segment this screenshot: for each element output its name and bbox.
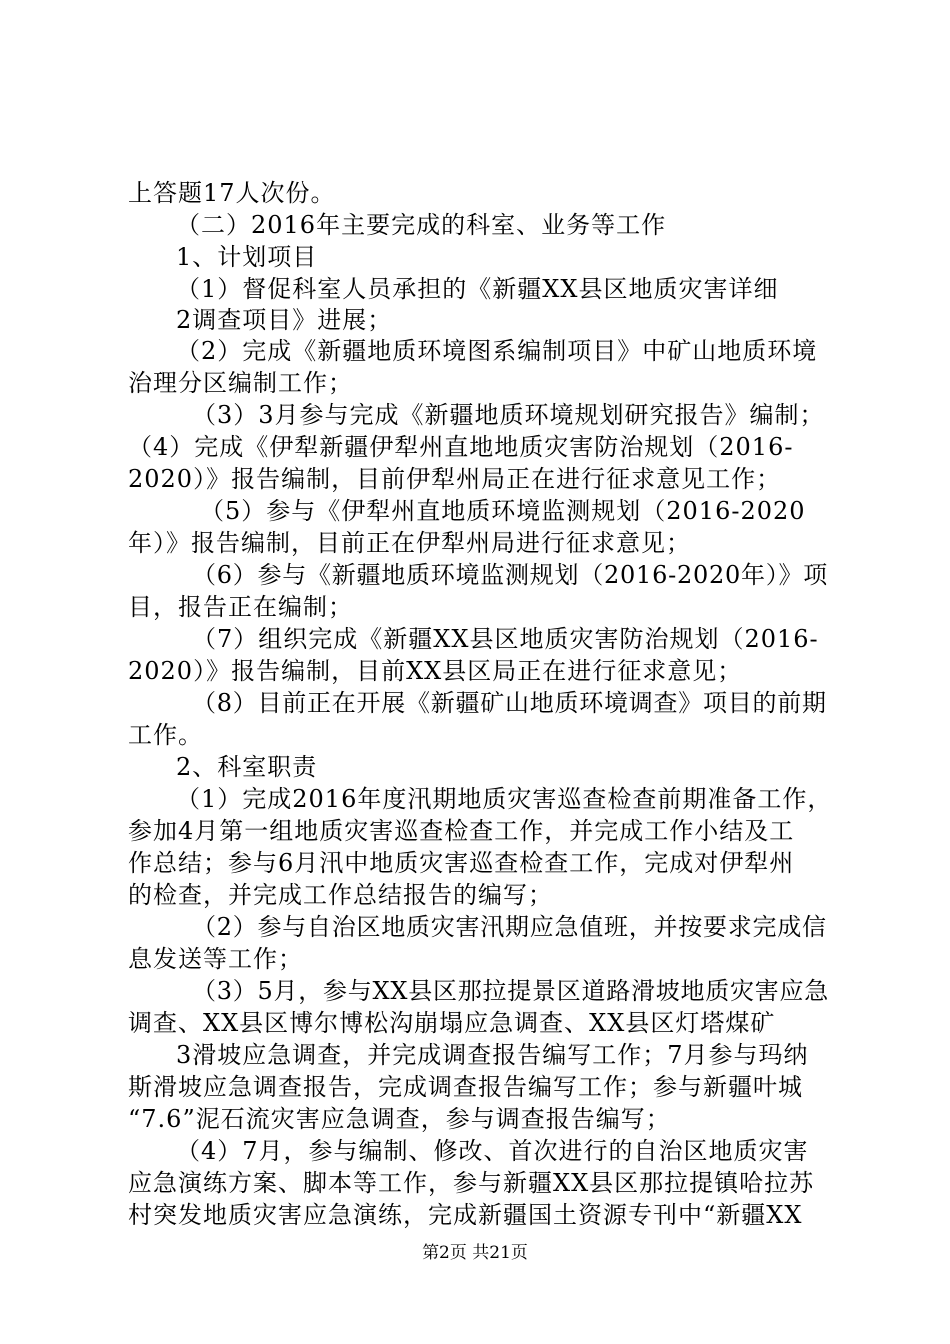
text-line: 作总结；参与6月汛中地质灾害巡查检查工作，完成对伊犁州 — [128, 849, 795, 877]
text-line: （5）参与《伊犁州直地质环境监测规划（2016-2020 — [200, 497, 806, 525]
text-line: （8）目前正在开展《新疆矿山地质环境调查》项目的前期 — [192, 689, 827, 717]
text-line: （4）7月，参与编制、修改、首次进行的自治区地质灾害 — [176, 1137, 809, 1165]
text-line: （1）完成2016年度汛期地质灾害巡查检查前期准备工作， — [176, 785, 833, 813]
text-line: （2）完成《新疆地质环境图系编制项目》中矿山地质环境 — [176, 337, 818, 365]
page-number-footer: 第2页 共21页 — [422, 1243, 528, 1263]
text-line: 应急演练方案、脚本等工作，参与新疆XX县区那拉提镇哈拉苏 — [128, 1169, 815, 1197]
text-line: 目，报告正在编制； — [128, 593, 353, 621]
text-line: （1）督促科室人员承担的《新疆XX县区地质灾害详细 — [176, 275, 779, 303]
text-line: （3）5月，参与XX县区那拉提景区道路滑坡地质灾害应急 — [192, 977, 829, 1005]
text-line: 年）》报告编制，目前正在伊犁州局进行征求意见； — [128, 529, 691, 557]
text-line: 息发送等工作； — [128, 945, 303, 973]
subsection-heading: 1、计划项目 — [176, 243, 318, 271]
text-line: 治理分区编制工作； — [128, 369, 353, 397]
text-line: “7.6”泥石流灾害应急调查，参与调查报告编写； — [128, 1105, 671, 1133]
text-line: （7）组织完成《新疆XX县区地质灾害防治规划（2016- — [192, 625, 819, 653]
text-line: 斯滑坡应急调查报告，完成调查报告编写工作；参与新疆叶城 — [128, 1073, 803, 1101]
text-line: 2020）》报告编制，目前伊犁州局正在进行征求意见工作； — [128, 465, 782, 493]
text-line: （6）参与《新疆地质环境监测规划（2016-2020年）》项 — [192, 561, 829, 589]
text-line: 参加4月第一组地质灾害巡查检查工作，并完成工作小结及工 — [128, 817, 795, 845]
section-heading: （二）2016年主要完成的科室、业务等工作 — [176, 211, 667, 239]
text-line: （4）完成《伊犁新疆伊犁州直地地质灾害防治规划（2016- — [128, 433, 794, 461]
text-line: 的检查，并完成工作总结报告的编写； — [128, 881, 553, 909]
text-line: 工作。 — [128, 721, 203, 749]
text-line: 调查、XX县区博尔博松沟崩塌应急调查、XX县区灯塔煤矿 — [128, 1009, 776, 1037]
text-line: （3）3月参与完成《新疆地质环境规划研究报告》编制； — [192, 401, 825, 429]
text-line: 3滑坡应急调查，并完成调查报告编写工作；7月参与玛纳 — [176, 1041, 809, 1069]
text-line: 村突发地质灾害应急演练，完成新疆国土资源专刊中“新疆XX — [128, 1201, 803, 1229]
text-line: 上答题17人次份。 — [128, 179, 336, 207]
subsection-heading: 2、科室职责 — [176, 753, 318, 781]
text-line: 2调查项目》进展； — [176, 306, 393, 334]
text-line: （2）参与自治区地质灾害汛期应急值班，并按要求完成信 — [192, 913, 827, 941]
text-line: 2020）》报告编制，目前XX县区局正在进行征求意见； — [128, 657, 743, 685]
